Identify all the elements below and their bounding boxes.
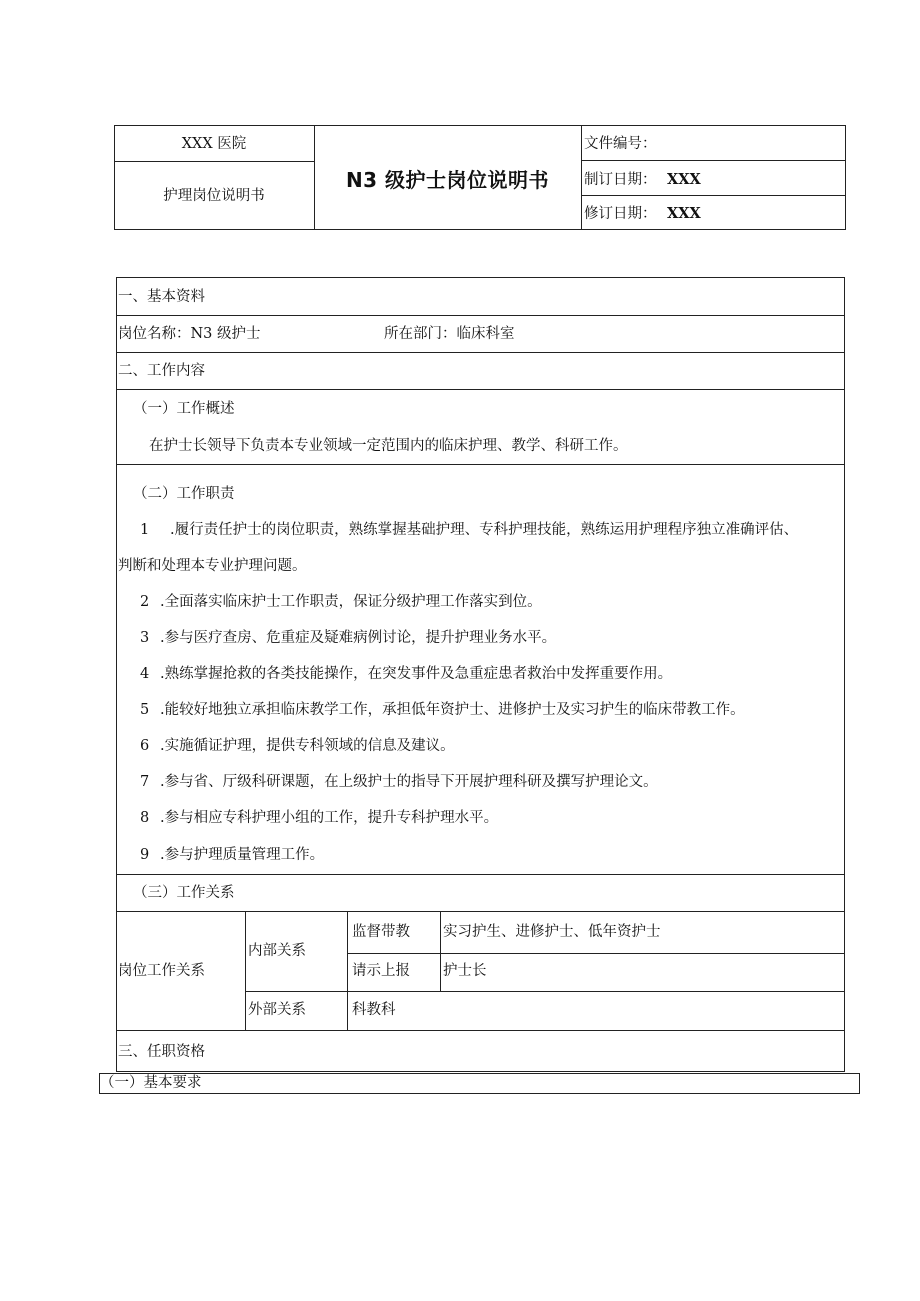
duty-item: .参与省、厅级科研课题，在上级护士的指导下开展护理科研及撰写护理论文。 [160, 774, 658, 790]
duty-number: 3 [140, 630, 150, 646]
duty-number: 8 [140, 810, 150, 826]
duty-item-continued: 判断和处理本专业护理问题。 [118, 558, 307, 574]
duty-item: .参与医疗查房、危重症及疑难病例讨论，提升护理业务水平。 [160, 630, 557, 646]
report-value: 护士长 [443, 963, 487, 979]
section-work-content-heading: 二、工作内容 [118, 363, 205, 379]
duty-number: 7 [140, 774, 150, 790]
position-name: 岗位名称：N3 级护士 [118, 326, 261, 342]
duty-number: 9 [140, 847, 150, 863]
duties-heading: （二）工作职责 [133, 486, 235, 502]
duty-number: 6 [140, 738, 150, 754]
duty-number: 5 [140, 702, 150, 718]
duty-item: .全面落实临床护士工作职责，保证分级护理工作落实到位。 [160, 594, 542, 610]
duty-number: 4 [140, 666, 150, 682]
report-label: 请示上报 [352, 963, 410, 979]
made-date-label: 制订日期： [584, 172, 657, 188]
duty-item: .参与相应专科护理小组的工作，提升专科护理水平。 [160, 810, 499, 826]
made-date-value: XXX [667, 171, 701, 188]
overview-heading: （一）工作概述 [133, 401, 235, 417]
overview-text: 在护士长领导下负责本专业领域一定范围内的临床护理、教学、科研工作。 [149, 438, 628, 454]
file-number-label: 文件编号： [584, 136, 657, 152]
revised-date-value: XXX [667, 205, 701, 222]
basic-requirements-heading: （一）基本要求 [100, 1075, 202, 1091]
internal-relations-label: 内部关系 [248, 943, 306, 959]
revised-date-label: 修订日期： [584, 206, 657, 222]
duty-item: .履行责任护士的岗位职责，熟练掌握基础护理、专科护理技能，熟练运用护理程序独立准确评估、 [170, 522, 799, 538]
duty-item: .参与护理质量管理工作。 [160, 847, 325, 863]
duty-number: 2 [140, 594, 150, 610]
department: 所在部门：临床科室 [384, 326, 515, 342]
relations-label: 岗位工作关系 [118, 963, 205, 979]
section-basic-info-heading: 一、基本资料 [118, 289, 205, 305]
duty-item: .能较好地独立承担临床教学工作，承担低年资护士、进修护士及实习护生的临床带教工作。 [160, 702, 745, 718]
supervise-value: 实习护生、进修护士、低年资护士 [443, 924, 661, 940]
relations-heading: （三）工作关系 [133, 885, 235, 901]
document-subtitle: 护理岗位说明书 [163, 188, 265, 204]
duty-item: .实施循证护理，提供专科领域的信息及建议。 [160, 738, 455, 754]
hospital-name: XXX 医院 [181, 136, 247, 152]
duty-number: 1 [140, 522, 150, 538]
duty-item: .熟练掌握抢救的各类技能操作，在突发事件及急重症患者救治中发挥重要作用。 [160, 666, 673, 682]
section-qualifications-heading: 三、任职资格 [118, 1044, 205, 1060]
document-title: N3 级护士岗位说明书 [345, 168, 550, 192]
supervise-label: 监督带教 [352, 924, 410, 940]
external-relations-value: 科教科 [352, 1002, 396, 1018]
external-relations-label: 外部关系 [248, 1002, 306, 1018]
